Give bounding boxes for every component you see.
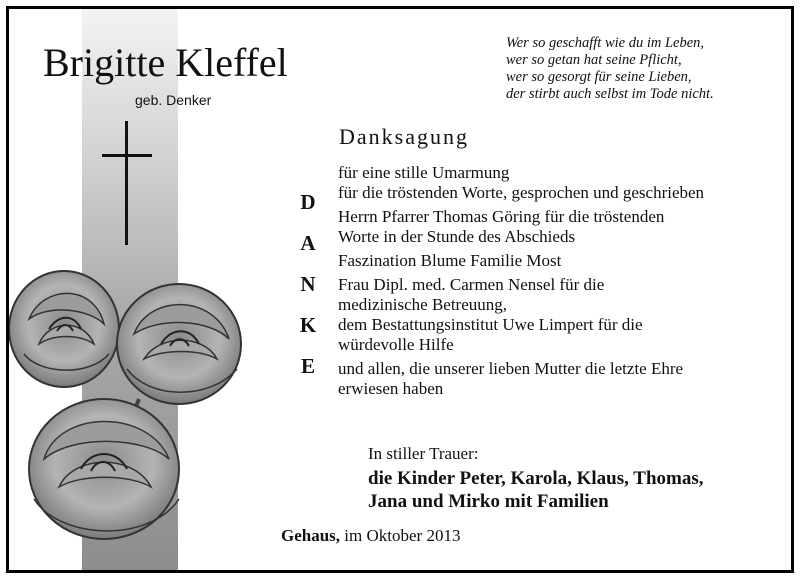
thanks-line: dem Bestattungsinstitut Uwe Limpert für die [338,315,643,334]
place: Gehaus, [281,526,341,545]
thanks-line: Frau Dipl. med. Carmen Nensel für die [338,275,605,294]
thanks-line: erwiesen haben [338,379,444,398]
thanks-line: würdevolle Hilfe [338,335,454,354]
thanks-line: und allen, die unserer lieben Mutter die letzte Ehre [338,359,684,378]
rose-top-left [9,271,119,387]
danke-letter: E [300,354,315,378]
danke-vertical [293,187,323,392]
thanks-line: Faszination Blume Familie Most [338,251,562,270]
danke-letter: N [300,272,316,296]
deceased-name: Brigitte Kleffel [43,40,288,85]
roses-illustration [9,259,249,570]
thanks-item [338,359,778,399]
poem-line: wer so getan hat seine Pflicht, [506,52,682,68]
heading-danksagung: Danksagung [339,124,469,149]
thanks-line: für die tröstenden Worte, gesprochen und geschrieben [338,183,705,202]
poem [506,35,714,103]
danke-letter: A [300,231,316,255]
rose-right [117,284,241,404]
thanks-line: Herrn Pfarrer Thomas Göring für die tröstenden [338,207,665,226]
thanks-item [338,275,778,355]
mourners [368,467,704,513]
thanks-line: medizinische Betreuung, [338,295,508,314]
thanks-item [338,207,778,247]
mourners-line: die Kinder Peter, Karola, Klaus, Thomas, [368,468,704,489]
poem-line: wer so gesorgt für seine Lieben, [506,69,692,85]
mourning-label: In stiller Trauer: [368,444,479,463]
poem-line: der stirbt auch selbst im Tode nicht. [506,86,714,102]
mourners-line: Jana und Mirko mit Familien [368,491,609,512]
thanks-item [338,251,778,271]
danke-letter: D [300,190,316,214]
date: im Oktober 2013 [344,526,461,545]
poem-line: Wer so geschafft wie du im Leben, [506,35,705,51]
place-date [281,526,460,546]
thanks-line: für eine stille Umarmung [338,163,510,182]
danke-letter: K [299,313,317,337]
thanks-list [338,163,778,403]
obituary-card [6,6,794,573]
cross-icon [102,121,152,245]
thanks-line: Worte in der Stunde des Abschieds [338,227,576,246]
born-name: geb. Denker [135,92,212,108]
thanks-item [338,163,778,203]
rose-bottom [29,399,179,539]
